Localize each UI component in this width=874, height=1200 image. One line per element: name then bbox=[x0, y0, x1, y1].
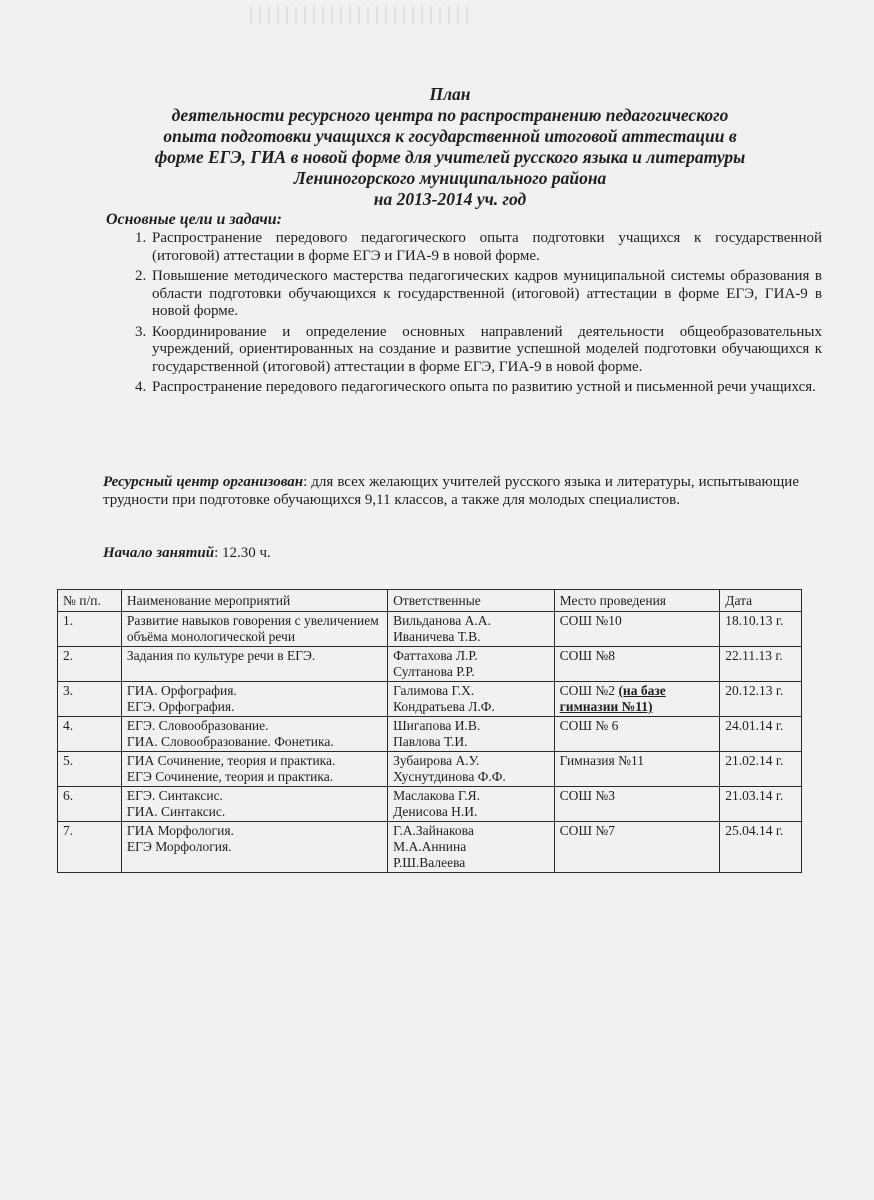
responsible-person: М.А.Аннина bbox=[393, 839, 467, 854]
responsible-person: Хуснутдинова Ф.Ф. bbox=[393, 769, 506, 784]
responsible-person: Галимова Г.Х. bbox=[393, 683, 475, 698]
table-row bbox=[58, 682, 802, 717]
responsible-person: Денисова Н.И. bbox=[393, 804, 478, 819]
place-name: СОШ №2 bbox=[559, 683, 616, 698]
header-number: № п/п. bbox=[58, 590, 122, 612]
table-row bbox=[58, 647, 802, 682]
event-item: Задания по культуре речи в ЕГЭ. bbox=[126, 648, 316, 663]
title-line: форме ЕГЭ, ГИА в новой форме для учителей русского языка и литературы bbox=[154, 147, 746, 167]
header-events: Наименование мероприятий bbox=[121, 590, 387, 612]
responsible-person: Зубаирова А.У. bbox=[393, 753, 480, 768]
row-number: 4. bbox=[58, 717, 122, 752]
title-line: опыта подготовки учащихся к государственной итоговой аттестации в bbox=[163, 126, 737, 146]
row-date: 24.01.14 г. bbox=[720, 717, 802, 752]
row-events bbox=[121, 647, 387, 682]
row-events bbox=[121, 682, 387, 717]
organization-text: : для всех желающих учителей русского языка и литературы, испытывающие трудности при подготовке обучающихся 9,11 классов, а также для молодых специалистов. bbox=[103, 474, 799, 508]
row-responsible bbox=[388, 717, 555, 752]
row-number: 3. bbox=[58, 682, 122, 717]
goals-list bbox=[128, 230, 822, 400]
row-place: СОШ №3 bbox=[554, 787, 720, 822]
row-date: 18.10.13 г. bbox=[720, 612, 802, 647]
row-place: СОШ №7 bbox=[554, 822, 720, 873]
start-time-line bbox=[103, 545, 271, 562]
responsible-person: Кондратьева Л.Ф. bbox=[393, 699, 495, 714]
row-responsible bbox=[388, 787, 555, 822]
row-responsible bbox=[388, 682, 555, 717]
row-date: 20.12.13 г. bbox=[720, 682, 802, 717]
responsible-person: Павлова Т.И. bbox=[393, 734, 468, 749]
event-item: Развитие навыков говорения с увеличением объёма монологической речи bbox=[126, 613, 379, 644]
header-responsible: Ответственные bbox=[388, 590, 555, 612]
responsible-person: Султанова Р.Р. bbox=[393, 664, 475, 679]
goal-item: 1. Распространение передового педагогического опыта подготовки учащихся к государственной (итоговой) аттестации в форме ЕГЭ и ГИА-9 в новой форме. bbox=[150, 230, 822, 265]
event-item: ЕГЭ Морфология. bbox=[126, 839, 232, 854]
scan-artifact bbox=[250, 6, 470, 24]
event-item: ЕГЭ Сочинение, теория и практика. bbox=[126, 769, 334, 784]
goals-heading: Основные цели и задачи: bbox=[106, 211, 282, 228]
header-place: Место проведения bbox=[554, 590, 720, 612]
event-item: ЕГЭ. Синтаксис. bbox=[126, 788, 223, 803]
row-responsible bbox=[388, 822, 555, 873]
row-place bbox=[554, 682, 720, 717]
row-date: 21.02.14 г. bbox=[720, 752, 802, 787]
organization-paragraph bbox=[103, 473, 799, 509]
event-item: ГИА. Синтаксис. bbox=[126, 804, 226, 819]
row-number: 7. bbox=[58, 822, 122, 873]
start-text: : 12.30 ч. bbox=[214, 545, 271, 561]
events-table bbox=[57, 589, 802, 873]
title-line: План bbox=[429, 84, 471, 104]
row-responsible bbox=[388, 612, 555, 647]
responsible-person: Маслакова Г.Я. bbox=[393, 788, 481, 803]
row-place: СОШ №8 bbox=[554, 647, 720, 682]
row-events bbox=[121, 612, 387, 647]
title-line: деятельности ресурсного центра по распространению педагогического bbox=[171, 105, 729, 125]
goal-item: 3. Координирование и определение основных направлений деятельности общеобразовательных учреждений, ориентированных на создание и развитие успешной моделей подготовки обучающихся к государственной (итоговой) аттестации в форме ЕГЭ, ГИА-9 в новой форме. bbox=[150, 324, 822, 377]
header-date: Дата bbox=[720, 590, 802, 612]
responsible-person: Р.Ш.Валеева bbox=[393, 855, 466, 870]
table-row bbox=[58, 822, 802, 873]
document-title bbox=[100, 84, 800, 210]
row-number: 1. bbox=[58, 612, 122, 647]
row-number: 6. bbox=[58, 787, 122, 822]
responsible-person: Иваничева Т.В. bbox=[393, 629, 481, 644]
event-item: ГИА. Словообразование. Фонетика. bbox=[126, 734, 334, 749]
row-date: 22.11.13 г. bbox=[720, 647, 802, 682]
row-responsible bbox=[388, 647, 555, 682]
row-place: СОШ №10 bbox=[554, 612, 720, 647]
row-place: СОШ № 6 bbox=[554, 717, 720, 752]
row-events bbox=[121, 787, 387, 822]
table-header-row bbox=[58, 590, 802, 612]
row-events bbox=[121, 717, 387, 752]
responsible-person: Фаттахова Л.Р. bbox=[393, 648, 478, 663]
event-item: ГИА Морфология. bbox=[126, 823, 234, 838]
row-number: 2. bbox=[58, 647, 122, 682]
row-responsible bbox=[388, 752, 555, 787]
responsible-person: Г.А.Зайнакова bbox=[393, 823, 474, 838]
title-line: на 2013-2014 уч. год bbox=[373, 189, 527, 209]
row-date: 21.03.14 г. bbox=[720, 787, 802, 822]
table-row bbox=[58, 787, 802, 822]
organization-lead: Ресурсный центр организован bbox=[103, 474, 304, 490]
responsible-person: Вильданова А.А. bbox=[393, 613, 491, 628]
table-row bbox=[58, 752, 802, 787]
row-place: Гимназия №11 bbox=[554, 752, 720, 787]
event-item: ГИА. Орфография. bbox=[126, 683, 237, 698]
start-lead: Начало занятий bbox=[103, 545, 215, 561]
title-line: Лениногорского муниципального района bbox=[293, 168, 607, 188]
row-events bbox=[121, 752, 387, 787]
goal-item: 2. Повышение методического мастерства педагогических кадров муниципальной системы образования в области подготовки обучающихся к государственной (итоговой) аттестации в форме ЕГЭ, ГИА-9 в новой форме. bbox=[150, 268, 822, 321]
responsible-person: Шигапова И.В. bbox=[393, 718, 481, 733]
event-item: ЕГЭ. Словообразование. bbox=[126, 718, 269, 733]
row-number: 5. bbox=[58, 752, 122, 787]
row-events bbox=[121, 822, 387, 873]
table-row bbox=[58, 612, 802, 647]
table-row bbox=[58, 717, 802, 752]
goal-item: 4. Распространение передового педагогического опыта по развитию устной и письменной речи учащихся. bbox=[150, 379, 822, 397]
event-item: ЕГЭ. Орфография. bbox=[126, 699, 235, 714]
event-item: ГИА Сочинение, теория и практика. bbox=[126, 753, 336, 768]
place-note: (на базе гимназии №11) bbox=[559, 683, 666, 714]
row-date: 25.04.14 г. bbox=[720, 822, 802, 873]
